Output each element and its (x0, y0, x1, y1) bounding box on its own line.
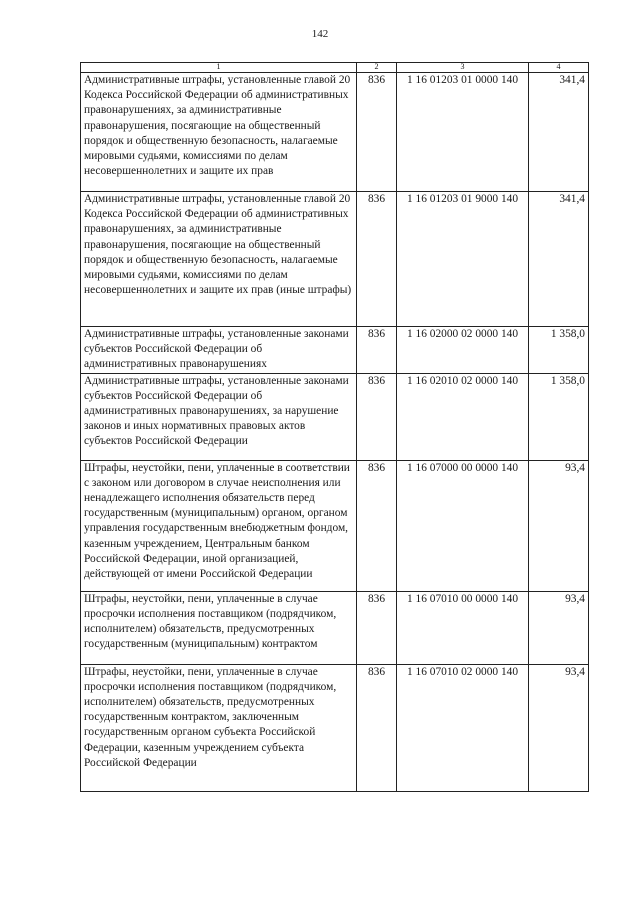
table-row (81, 591, 589, 664)
row-kbk-code: 1 16 07000 00 0000 140 (397, 460, 529, 591)
column-number-3: 3 (397, 63, 529, 73)
row-admin-code: 836 (357, 664, 397, 791)
row-admin-code: 836 (357, 460, 397, 591)
column-number-1: 1 (81, 63, 357, 73)
row-amount: 1 358,0 (529, 327, 589, 374)
row-description: Штрафы, неустойки, пени, уплаченные в случае просрочки исполнения поставщиком (подрядчиком, исполнителем) обязательств, предусмотренных государственным контрактом, заключенным государственным органом субъекта Российской Федерации, казенным учреждением субъекта Российской Федерации (81, 664, 357, 791)
row-admin-code: 836 (357, 73, 397, 192)
column-number-4: 4 (529, 63, 589, 73)
table-row (81, 192, 589, 327)
row-description: Административные штрафы, установленные законами субъектов Российской Федерации об административных правонарушениях, за нарушение законов и иных нормативных правовых актов субъектов Российской Федерации (81, 373, 357, 460)
row-kbk-code: 1 16 02000 02 0000 140 (397, 327, 529, 374)
row-description: Штрафы, неустойки, пени, уплаченные в соответствии с законом или договором в случае неисполнения или ненадлежащего исполнения обязательств перед государственным (муниципальным) органом, органом управления государственным внебюджетным фондом, казенным учреждением, Центральным банком Российской Федерации, иной организацией, действующей от имени Российской Федерации (81, 460, 357, 591)
row-admin-code: 836 (357, 192, 397, 327)
table-row (81, 664, 589, 791)
table-row (81, 327, 589, 374)
revenue-table (80, 62, 589, 792)
row-kbk-code: 1 16 07010 02 0000 140 (397, 664, 529, 791)
table-row (81, 373, 589, 460)
page-number: 142 (311, 28, 329, 40)
row-admin-code: 836 (357, 591, 397, 664)
table-row (81, 460, 589, 591)
row-amount: 341,4 (529, 73, 589, 192)
row-kbk-code: 1 16 02010 02 0000 140 (397, 373, 529, 460)
row-kbk-code: 1 16 07010 00 0000 140 (397, 591, 529, 664)
row-admin-code: 836 (357, 327, 397, 374)
row-kbk-code: 1 16 01203 01 9000 140 (397, 192, 529, 327)
row-amount: 1 358,0 (529, 373, 589, 460)
row-amount: 93,4 (529, 664, 589, 791)
row-description: Административные штрафы, установленные главой 20 Кодекса Российской Федерации об административных правонарушениях, за административные правонарушения, посягающие на общественный порядок и общественную безопасность, налагаемые мировыми судьями, комиссиями по делам несовершеннолетних и защите их прав (иные штрафы) (81, 192, 357, 327)
row-description: Административные штрафы, установленные законами субъектов Российской Федерации об административных правонарушениях (81, 327, 357, 374)
table-row (81, 73, 589, 192)
row-amount: 93,4 (529, 460, 589, 591)
row-kbk-code: 1 16 01203 01 0000 140 (397, 73, 529, 192)
row-description: Штрафы, неустойки, пени, уплаченные в случае просрочки исполнения поставщиком (подрядчиком, исполнителем) обязательств, предусмотренных государственным (муниципальным) контрактом (81, 591, 357, 664)
column-number-2: 2 (357, 63, 397, 73)
row-admin-code: 836 (357, 373, 397, 460)
row-description: Административные штрафы, установленные главой 20 Кодекса Российской Федерации об административных правонарушениях, за административные правонарушения, посягающие на общественный порядок и общественную безопасность, налагаемые мировыми судьями, комиссиями по делам несовершеннолетних и защите их прав (81, 73, 357, 192)
row-amount: 341,4 (529, 192, 589, 327)
column-number-row (81, 63, 589, 73)
row-amount: 93,4 (529, 591, 589, 664)
